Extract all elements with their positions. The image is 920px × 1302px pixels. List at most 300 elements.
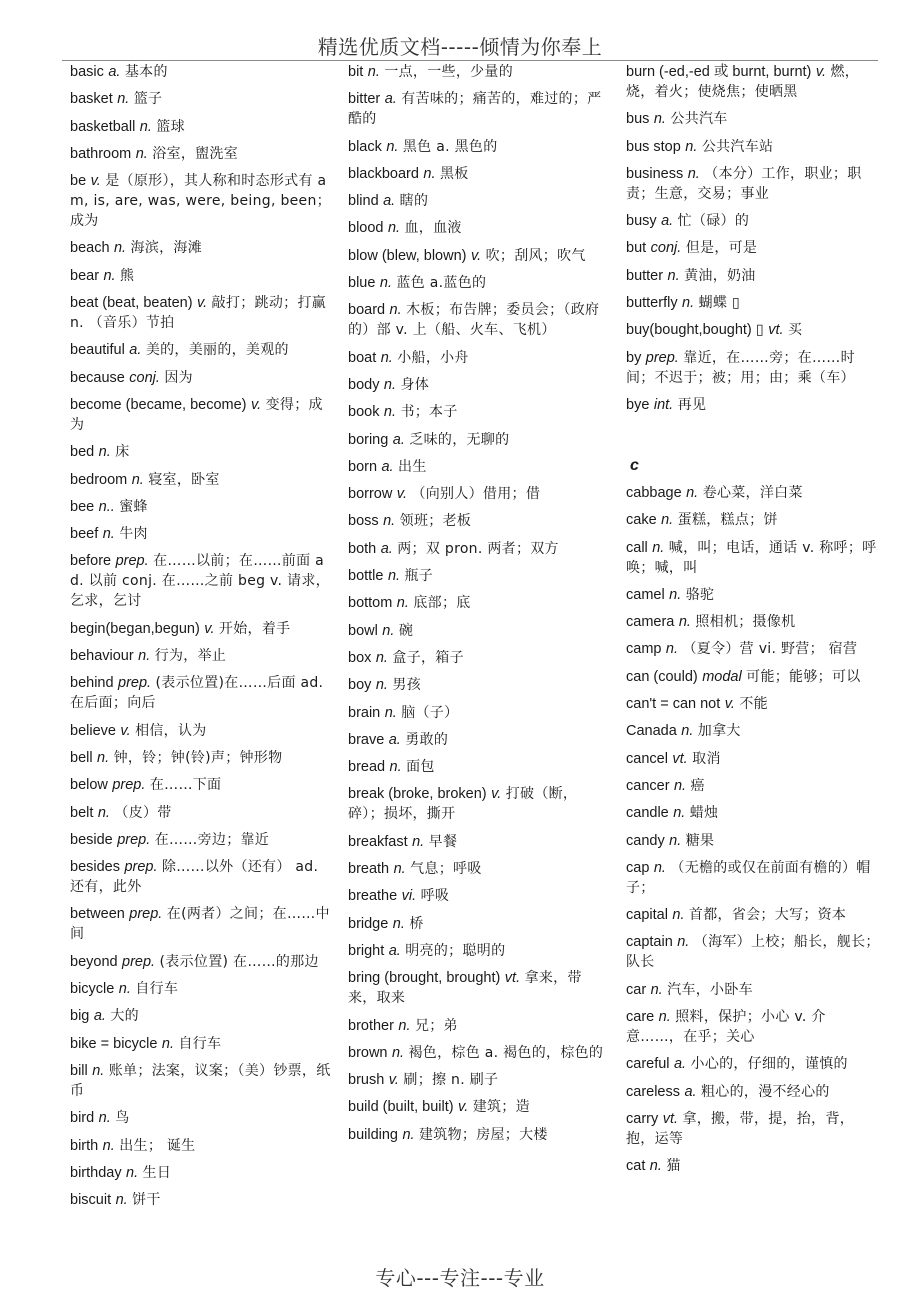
headword: big xyxy=(70,1008,90,1025)
definition: 褐色，棕色 a. 褐色的，棕色的 xyxy=(408,1044,604,1061)
definition: 黄油，奶油 xyxy=(684,267,756,284)
headword: bit xyxy=(348,64,364,80)
definition: 猫 xyxy=(666,1158,681,1175)
definition: 黑色 a. 黑色的 xyxy=(402,138,498,155)
definition: 拿来，带来，取来 xyxy=(348,970,582,1007)
headword: basic xyxy=(70,64,104,80)
vocab-entry xyxy=(348,859,610,879)
headword: beyond xyxy=(70,953,118,970)
headword: build (built, built) xyxy=(348,1099,454,1116)
vocab-entry xyxy=(626,348,882,388)
part-of-speech: n. xyxy=(653,859,666,876)
headword: board xyxy=(348,302,386,319)
part-of-speech: n. xyxy=(138,648,151,665)
vocab-entry xyxy=(70,857,332,897)
part-of-speech: n. xyxy=(387,220,401,237)
part-of-speech: n. xyxy=(382,622,395,639)
headword: butter xyxy=(626,267,664,284)
part-of-speech: n.. xyxy=(98,498,115,515)
definition: 盒子，箱子 xyxy=(392,649,464,666)
vocab-entry xyxy=(70,673,332,713)
part-of-speech: n. xyxy=(678,614,691,631)
part-of-speech: n. xyxy=(383,376,396,393)
headword: behind xyxy=(70,675,114,692)
headword: beautiful xyxy=(70,342,125,359)
vocab-entry xyxy=(626,211,882,231)
vocab-entry xyxy=(70,952,332,972)
headword: care xyxy=(626,1009,655,1026)
headword: boring xyxy=(348,431,389,448)
headword: beach xyxy=(70,240,110,257)
headword: bathroom xyxy=(70,145,132,162)
definition: 黑板 xyxy=(439,165,469,182)
definition: 书；本子 xyxy=(400,404,458,421)
part-of-speech: n. xyxy=(117,91,130,108)
part-of-speech: a. xyxy=(673,1056,687,1073)
vocab-entry xyxy=(626,164,882,204)
vocab-entry xyxy=(626,1054,882,1074)
headword: bike = bicycle xyxy=(70,1035,158,1052)
definition: (表示位置) 在……的那边 xyxy=(159,953,319,970)
headword: beat (beat, beaten) xyxy=(70,295,193,312)
vocab-entry xyxy=(70,1034,332,1054)
part-of-speech: a. xyxy=(381,458,394,475)
definition: 大的 xyxy=(110,1008,139,1025)
vocab-entry xyxy=(626,510,882,530)
vocab-entry xyxy=(70,340,332,360)
part-of-speech: vt. xyxy=(662,1110,678,1127)
definition: 刷；擦 n. 刷子 xyxy=(403,1072,499,1089)
part-of-speech: prep. xyxy=(118,675,152,692)
definition: 打破（断，碎）；损坏，撕开 xyxy=(348,786,578,823)
definition: 自行车 xyxy=(178,1035,222,1052)
part-of-speech: n. xyxy=(98,444,111,461)
headword: bus xyxy=(626,111,650,128)
headword: basketball xyxy=(70,118,136,135)
definition: 脑（子） xyxy=(401,704,459,721)
definition: 出生 xyxy=(398,458,427,475)
definition: 吹；刮风；吹气 xyxy=(485,247,586,264)
part-of-speech: v. xyxy=(204,620,215,637)
word-list-c xyxy=(626,483,882,1176)
definition: 靠近，在……旁；在……时间；不迟于；被；用；由；乘（车） xyxy=(626,349,855,386)
headword: blind xyxy=(348,193,379,210)
part-of-speech: n. xyxy=(135,145,148,162)
part-of-speech: n. xyxy=(103,267,116,284)
vocab-entry xyxy=(348,886,610,906)
definition: 钟，铃；钟(铃)声；钟形物 xyxy=(113,749,283,766)
definition: （夏令）营 vi. 野营； 宿营 xyxy=(682,641,858,658)
vocab-entry xyxy=(70,1163,332,1183)
headword: brain xyxy=(348,704,381,721)
headword: cake xyxy=(626,512,657,529)
part-of-speech: n. xyxy=(412,833,425,850)
part-of-speech: vt. xyxy=(768,322,784,339)
definition: 乏味的，无聊的 xyxy=(409,431,510,448)
vocab-entry xyxy=(348,1070,610,1090)
headword: cap xyxy=(626,859,650,876)
word-column-3 xyxy=(626,62,882,1184)
definition: 小船，小舟 xyxy=(397,349,469,366)
vocab-entry xyxy=(70,117,332,137)
part-of-speech: n. xyxy=(687,165,700,182)
headword: borrow xyxy=(348,486,393,503)
headword: biscuit xyxy=(70,1192,112,1209)
definition: （皮）带 xyxy=(114,804,172,821)
headword: bottle xyxy=(348,568,384,585)
part-of-speech: n. xyxy=(398,1017,411,1034)
headword: bring (brought, brought) xyxy=(348,970,501,987)
headword: can (could) xyxy=(626,668,698,685)
headword: bowl xyxy=(348,622,378,639)
definition: 呼吸 xyxy=(420,888,450,905)
vocab-entry xyxy=(626,776,882,796)
headword: careless xyxy=(626,1083,680,1100)
definition: 蜜蜂 xyxy=(119,498,148,515)
vocab-entry xyxy=(70,171,332,231)
headword: bicycle xyxy=(70,981,115,998)
part-of-speech: n. xyxy=(375,677,388,694)
part-of-speech: n. xyxy=(98,1110,111,1127)
vocab-entry xyxy=(70,1006,332,1026)
vocab-entry xyxy=(70,775,332,795)
headword: cat xyxy=(626,1158,646,1175)
headword: bear xyxy=(70,267,100,284)
headword: brother xyxy=(348,1017,394,1034)
headword: breakfast xyxy=(348,833,408,850)
part-of-speech: n. xyxy=(423,165,436,182)
headword: bitter xyxy=(348,91,381,108)
part-of-speech: v. xyxy=(396,486,407,503)
vocab-entry xyxy=(348,246,610,266)
part-of-speech: n. xyxy=(681,723,694,740)
definition: 海滨，海滩 xyxy=(130,240,203,257)
vocab-entry xyxy=(348,218,610,238)
vocab-entry xyxy=(70,395,332,435)
vocab-entry xyxy=(348,1125,610,1145)
vocab-entry xyxy=(626,538,882,578)
part-of-speech: a. xyxy=(383,193,396,210)
vocab-entry xyxy=(70,1136,332,1156)
header-divider xyxy=(62,60,878,61)
part-of-speech: a. xyxy=(108,64,121,80)
definition: 气息；呼吸 xyxy=(410,861,482,878)
vocab-entry xyxy=(626,980,882,1000)
vocab-entry xyxy=(348,457,610,477)
vocab-entry xyxy=(348,348,610,368)
part-of-speech: prep. xyxy=(124,859,158,876)
part-of-speech: a. xyxy=(384,91,397,108)
vocab-entry xyxy=(626,293,882,313)
vocab-entry xyxy=(626,1007,882,1047)
vocab-entry xyxy=(348,62,610,82)
headword: bus stop xyxy=(626,138,681,155)
headword: be xyxy=(70,173,87,190)
part-of-speech: prep. xyxy=(129,906,163,923)
part-of-speech: v. xyxy=(388,1072,399,1089)
definition: 碗 xyxy=(398,622,414,639)
vocab-entry xyxy=(348,832,610,852)
headword: bottom xyxy=(348,595,393,612)
vocab-entry xyxy=(70,293,332,333)
headword: blue xyxy=(348,275,376,292)
part-of-speech: n. xyxy=(384,704,397,721)
headword: buy(bought,bought) ▯ xyxy=(626,322,764,339)
headword: bird xyxy=(70,1110,95,1127)
definition: 建筑；造 xyxy=(472,1099,530,1116)
definition: 因为 xyxy=(164,369,193,386)
vocab-entry xyxy=(348,1043,610,1063)
part-of-speech: vt. xyxy=(672,750,688,767)
vocab-entry xyxy=(626,831,882,851)
headword: begin(began,begun) xyxy=(70,620,200,637)
part-of-speech: n. xyxy=(97,804,110,821)
part-of-speech: n. xyxy=(97,749,110,766)
definition: 面包 xyxy=(406,759,435,776)
definition: 鸟 xyxy=(115,1110,130,1127)
vocab-entry xyxy=(626,858,882,898)
definition: 公共汽车站 xyxy=(701,138,774,155)
part-of-speech: n. xyxy=(118,981,131,998)
definition: 美的，美丽的，美观的 xyxy=(145,342,289,359)
definition: 燃，烧，着火；使烧焦；使晒黑 xyxy=(626,64,860,100)
headword: bill xyxy=(70,1062,88,1079)
headword: beef xyxy=(70,526,99,543)
headword: by xyxy=(626,349,642,366)
definition: 忙（碌）的 xyxy=(677,213,750,230)
definition: 拿，搬，带，提，抬，背，抱，运等 xyxy=(626,1110,855,1147)
part-of-speech: n. xyxy=(653,111,666,128)
part-of-speech: n. xyxy=(102,526,115,543)
vocab-entry xyxy=(348,566,610,586)
definition: 加拿大 xyxy=(697,723,741,740)
part-of-speech: n. xyxy=(386,138,399,155)
headword: can't = can not xyxy=(626,696,721,713)
definition: 变得；成为 xyxy=(70,396,323,433)
headword: building xyxy=(348,1126,398,1143)
part-of-speech: prep. xyxy=(115,553,149,570)
vocab-entry xyxy=(626,667,882,687)
headword: boss xyxy=(348,513,379,530)
vocab-entry xyxy=(70,1061,332,1101)
part-of-speech: n. xyxy=(131,471,144,488)
headword: bread xyxy=(348,759,386,776)
part-of-speech: n. xyxy=(92,1062,105,1079)
headword: bridge xyxy=(348,915,389,932)
headword: before xyxy=(70,553,112,570)
definition: 再见 xyxy=(677,396,707,413)
definition: 有苦味的；痛苦的，难过的；严酷的 xyxy=(348,91,602,128)
headword: between xyxy=(70,906,125,923)
vocab-entry xyxy=(70,748,332,768)
vocab-entry xyxy=(626,803,882,823)
part-of-speech: n. xyxy=(402,1126,415,1143)
part-of-speech: n. xyxy=(649,1158,662,1175)
definition: 行为，举止 xyxy=(154,648,227,665)
definition: 开始，着手 xyxy=(218,620,291,637)
definition: 建筑物；房屋；大楼 xyxy=(419,1126,548,1143)
headword: camera xyxy=(626,614,675,631)
word-column-2 xyxy=(348,62,610,1152)
vocab-entry xyxy=(348,1097,610,1117)
part-of-speech: prep. xyxy=(645,349,679,366)
vocab-entry xyxy=(626,137,882,157)
part-of-speech: n. xyxy=(661,512,674,529)
vocab-entry xyxy=(70,266,332,286)
part-of-speech: n. xyxy=(396,595,409,612)
definition: 篮子 xyxy=(133,91,163,108)
part-of-speech: n. xyxy=(391,1044,405,1061)
part-of-speech: n. xyxy=(367,64,380,80)
vocab-entry xyxy=(70,442,332,462)
vocab-entry xyxy=(348,648,610,668)
definition: 饼干 xyxy=(132,1192,161,1209)
section-letter: c xyxy=(630,456,639,474)
part-of-speech: v. xyxy=(815,64,827,80)
part-of-speech: v. xyxy=(458,1099,469,1116)
definition: 基本的 xyxy=(124,64,168,80)
vocab-entry xyxy=(348,941,610,961)
part-of-speech: n. xyxy=(685,138,698,155)
definition: 在……以前；在……前面 ad. 以前 conj. 在……之前 beg v. 请求，乞求，乞讨 xyxy=(70,553,330,610)
page-header: 精选优质文档-----倾情为你奉上 xyxy=(317,35,603,59)
definition: 出生； 诞生 xyxy=(119,1137,196,1154)
part-of-speech: a. xyxy=(93,1008,106,1025)
headword: believe xyxy=(70,722,116,739)
headword: capital xyxy=(626,907,668,924)
part-of-speech: n. xyxy=(380,349,393,366)
vocab-entry xyxy=(70,497,332,517)
headword: busy xyxy=(626,213,657,230)
part-of-speech: n. xyxy=(652,539,665,556)
vocab-entry xyxy=(348,273,610,293)
part-of-speech: n. xyxy=(393,861,406,878)
definition: 汽车，小卧车 xyxy=(667,981,753,998)
vocab-entry xyxy=(70,238,332,258)
vocab-entry xyxy=(626,905,882,925)
vocab-entry xyxy=(626,109,882,129)
definition: 照相机；摄像机 xyxy=(695,614,796,631)
definition: 一点，一些，少量的 xyxy=(384,64,514,80)
part-of-speech: a. xyxy=(388,731,401,748)
part-of-speech: n. xyxy=(673,805,686,822)
headword: business xyxy=(626,165,684,182)
definition: 在……旁边；靠近 xyxy=(154,831,270,848)
vocab-entry xyxy=(348,621,610,641)
part-of-speech: a. xyxy=(388,942,401,959)
headword: cabbage xyxy=(626,484,682,501)
vocab-entry xyxy=(626,62,882,102)
vocab-entry xyxy=(348,1016,610,1036)
part-of-speech: modal xyxy=(702,668,742,685)
vocab-entry xyxy=(348,914,610,934)
word-list-b xyxy=(626,62,882,415)
part-of-speech: a. xyxy=(380,540,393,557)
definition: 早餐 xyxy=(428,833,458,850)
vocab-entry xyxy=(70,144,332,164)
headword: birth xyxy=(70,1137,99,1154)
vocab-entry xyxy=(348,89,610,129)
headword: carry xyxy=(626,1110,659,1127)
definition: 在(两者）之间；在……中间 xyxy=(70,906,330,943)
headword: careful xyxy=(626,1056,670,1073)
headword: camp xyxy=(626,641,662,658)
vocab-entry xyxy=(348,703,610,723)
part-of-speech: n. xyxy=(383,513,396,530)
part-of-speech: conj. xyxy=(129,369,160,386)
definition: 血，血液 xyxy=(404,220,462,237)
part-of-speech: a. xyxy=(661,213,674,230)
definition: 买 xyxy=(788,322,803,339)
part-of-speech: n. xyxy=(115,1192,128,1209)
definition: 明亮的；聪明的 xyxy=(405,942,506,959)
headword: because xyxy=(70,369,125,386)
headword: bee xyxy=(70,498,95,515)
headword: cancel xyxy=(626,750,668,767)
definition: （海军）上校；船长，舰长；队长 xyxy=(626,934,880,971)
definition: 癌 xyxy=(690,777,705,794)
headword: both xyxy=(348,540,377,557)
vocab-entry xyxy=(70,1108,332,1128)
definition: 自行车 xyxy=(135,981,179,998)
vocab-entry xyxy=(626,1109,882,1149)
definition: 熊 xyxy=(120,267,135,284)
part-of-speech: int. xyxy=(653,396,674,413)
vocab-entry xyxy=(70,619,332,639)
headword: brave xyxy=(348,731,385,748)
definition: 瞎的 xyxy=(399,193,429,210)
headword: candle xyxy=(626,805,669,822)
vocab-entry xyxy=(348,484,610,504)
vocab-entry xyxy=(626,612,882,632)
part-of-speech: vi. xyxy=(401,888,417,905)
vocab-entry xyxy=(626,395,882,415)
part-of-speech: prep. xyxy=(117,831,151,848)
part-of-speech: n. xyxy=(667,267,680,284)
headword: boy xyxy=(348,677,372,694)
headword: captain xyxy=(626,934,673,951)
definition: 蓝色 a.蓝色的 xyxy=(396,275,487,292)
definition: 浴室，盥洗室 xyxy=(152,145,239,162)
vocab-entry xyxy=(626,266,882,286)
definition: 蜡烛 xyxy=(689,805,719,822)
headword: black xyxy=(348,138,382,155)
headword: below xyxy=(70,777,108,794)
part-of-speech: a. xyxy=(684,1083,697,1100)
definition: 照料，保护；小心 v. 介意……，在乎；关心 xyxy=(626,1009,826,1046)
headword: butterfly xyxy=(626,295,678,312)
definition: 喊，叫；电话，通话 v. 称呼；呼唤；喊，叫 xyxy=(626,539,877,576)
definition: （无檐的或仅在前面有檐的）帽子； xyxy=(626,859,871,896)
part-of-speech: n. xyxy=(379,275,392,292)
part-of-speech: n. xyxy=(161,1035,174,1052)
headword: behaviour xyxy=(70,648,134,665)
definition: 是（原形），其人称和时态形式有 am, is, are, was, were, being, been；成为 xyxy=(70,173,331,230)
part-of-speech: a. xyxy=(129,342,142,359)
vocab-entry xyxy=(348,402,610,422)
definition: (表示位置)在……后面 ad. 在后面；向后 xyxy=(70,675,324,712)
vocab-entry xyxy=(348,511,610,531)
part-of-speech: n. xyxy=(383,404,396,421)
vocab-entry xyxy=(348,757,610,777)
part-of-speech: n. xyxy=(672,907,685,924)
definition: 兄；弟 xyxy=(414,1017,458,1034)
headword: brown xyxy=(348,1044,388,1061)
vocab-entry xyxy=(626,585,882,605)
definition: 卷心菜，洋白菜 xyxy=(702,484,803,501)
vocab-entry xyxy=(348,784,610,824)
headword: break (broke, broken) xyxy=(348,786,487,803)
